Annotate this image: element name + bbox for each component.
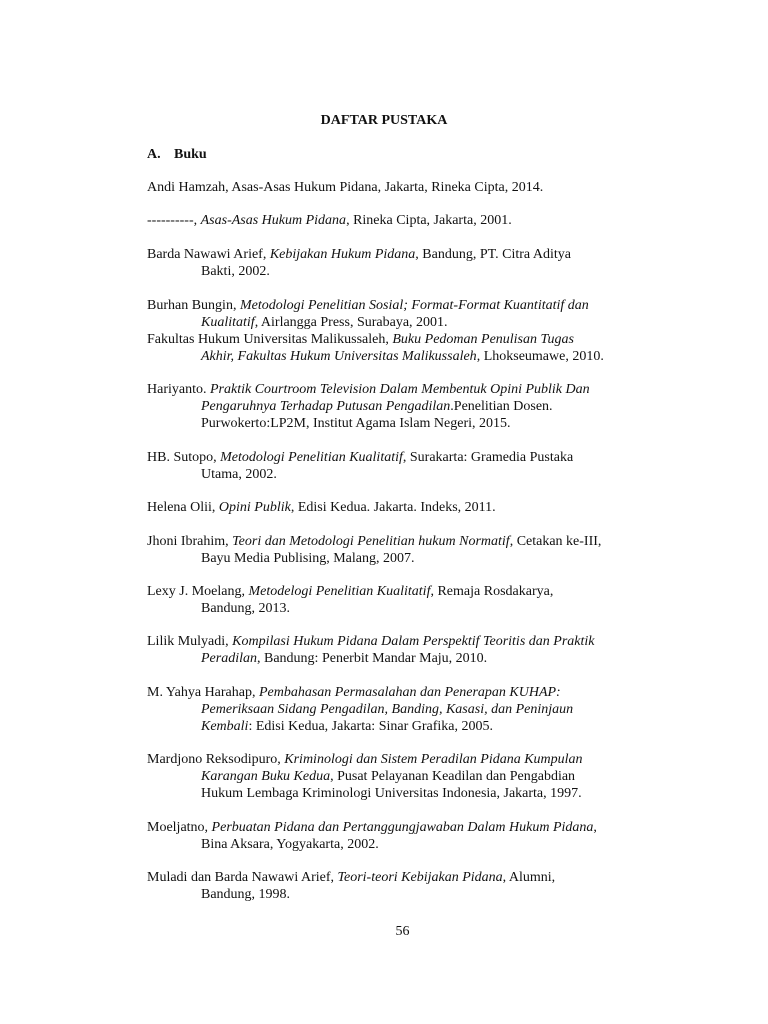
- entry-title: Metodologi Penelitian Kualitatif: [220, 450, 403, 465]
- entry-text: , Pusat Pelayanan Keadilan dan Pengabdian: [330, 769, 576, 784]
- entry-text: , Bandung, PT. Citra Aditya: [415, 247, 571, 262]
- entry-text: Purwokerto:LP2M, Institut Agama Islam Negeri, 2015.: [201, 416, 511, 431]
- section-number: A.: [147, 147, 161, 162]
- entry-title: Teori-teori Kebijakan Pidana: [337, 870, 503, 885]
- entry-title: Kembali: [201, 719, 249, 734]
- entry-text: ----------,: [147, 213, 201, 228]
- entry-text: Hukum Lembaga Kriminologi Universitas Indonesia, Jakarta, 1997.: [201, 786, 582, 801]
- entry-text: Utama, 2002.: [201, 467, 277, 482]
- entry-continuation: [147, 768, 658, 785]
- bibliography-entry: [147, 449, 658, 483]
- section-label: Buku: [174, 147, 207, 162]
- entry-text: , Airlangga Press, Surabaya, 2001.: [254, 315, 448, 330]
- entry-text: Bandung, 1998.: [201, 887, 291, 902]
- bibliography-entry: [147, 381, 658, 432]
- entry-title: Pengaruhnya Terhadap Putusan Pengadilan: [201, 399, 451, 414]
- entry-text: Muladi dan Barda Nawawi Arief,: [147, 870, 338, 885]
- page-title: DAFTAR PUSTAKA: [320, 113, 448, 128]
- entry-text: , Rineka Cipta, Jakarta, 2001.: [346, 213, 512, 228]
- entry-text: , Alumni,: [502, 870, 556, 885]
- entry-text: Mardjono Reksodipuro,: [147, 752, 285, 767]
- entry-text: , Cetakan ke-III,: [509, 534, 602, 549]
- entry-text: Burhan Bungin,: [147, 298, 240, 313]
- entry-continuation: [147, 348, 658, 365]
- entry-text: , Edisi Kedua. Jakarta. Indeks, 2011.: [290, 500, 496, 515]
- entry-continuation: [147, 701, 658, 718]
- entry-text: : Edisi Kedua, Jakarta: Sinar Grafika, 2005.: [248, 719, 493, 734]
- entry-title: Kebijakan Hukum Pidana: [269, 247, 416, 262]
- bibliography-entry: [147, 533, 658, 567]
- entry-text: ,: [593, 820, 597, 835]
- bibliography-entry: [147, 633, 658, 667]
- bibliography-entry: [147, 684, 658, 735]
- entry-title: Kriminologi dan Sistem Peradilan Pidana Kumpulan: [284, 752, 583, 767]
- entry-title: Buku Pedoman Penulisan Tugas: [392, 332, 574, 347]
- bibliography-entry: [147, 179, 658, 196]
- entry-title: Praktik Courtroom Television Dalam Membentuk Opini Publik Dan: [209, 382, 590, 397]
- entry-text: Barda Nawawi Arief,: [147, 247, 270, 262]
- entry-text: Bandung, 2013.: [201, 601, 291, 616]
- entry-title: Kualitatif: [201, 315, 255, 330]
- entry-title: Akhir, Fakultas Hukum Universitas Malikussaleh: [201, 349, 477, 364]
- entry-continuation: [147, 718, 658, 735]
- entry-text: Lexy J. Moelang,: [147, 584, 249, 599]
- entry-text: , Surakarta: Gramedia Pustaka: [402, 450, 574, 465]
- entry-title: Perbuatan Pidana dan Pertanggungjawaban Dalam Hukum Pidana: [211, 820, 594, 835]
- section-heading: [147, 147, 207, 163]
- bibliography-entry: [147, 583, 658, 617]
- entry-text: , Lhokseumawe, 2010.: [476, 349, 604, 364]
- bibliography-entry: [147, 869, 658, 903]
- entry-text: , Bandung: Penerbit Mandar Maju, 2010.: [257, 651, 488, 666]
- bibliography-entry: [147, 212, 658, 229]
- entry-text: M. Yahya Harahap,: [147, 685, 259, 700]
- entry-text: Bayu Media Publising, Malang, 2007.: [201, 551, 415, 566]
- entry-title: Metodologi Penelitian Sosial; Format-Format Kuantitatif dan: [239, 298, 589, 313]
- bibliography-entry: [147, 499, 658, 516]
- entry-title: Metodelogi Penelitian Kualitatif: [248, 584, 431, 599]
- entry-title: Teori dan Metodologi Penelitian hukum Normatif: [232, 534, 510, 549]
- bibliography-entry: [147, 751, 658, 802]
- entry-text: Jhoni Ibrahim,: [147, 534, 233, 549]
- entry-title: Kompilasi Hukum Pidana Dalam Perspektif Teoritis dan Praktik: [232, 634, 595, 649]
- entry-text: Bakti, 2002.: [201, 264, 270, 279]
- entry-continuation: [147, 314, 658, 331]
- bibliography-entry: [147, 819, 658, 853]
- entry-title: Karangan Buku Kedua: [201, 769, 331, 784]
- entry-text: Helena Olii,: [147, 500, 219, 515]
- entry-text: Moeljatno,: [147, 820, 212, 835]
- entry-text: Fakultas Hukum Universitas Malikussaleh,: [147, 332, 393, 347]
- entry-text: HB. Sutopo,: [147, 450, 221, 465]
- bibliography-entry: [147, 297, 658, 331]
- entry-continuation: [147, 398, 658, 415]
- page-number: 56: [395, 924, 410, 939]
- entry-text: Andi Hamzah, Asas-Asas Hukum Pidana, Jakarta, Rineka Cipta, 2014.: [147, 180, 544, 195]
- entry-title: Pemeriksaan Sidang Pengadilan, Banding, Kasasi, dan Peninjaun: [201, 702, 574, 717]
- entry-text: Lilik Mulyadi,: [147, 634, 233, 649]
- entry-title: Opini Publik: [218, 500, 291, 515]
- bibliography-entry: [147, 246, 658, 280]
- entry-title: Peradilan: [201, 651, 257, 666]
- entry-text: Hariyanto.: [147, 382, 210, 397]
- bibliography-entry: [147, 331, 658, 365]
- entry-text: , Remaja Rosdakarya,: [430, 584, 554, 599]
- entry-title: Pembahasan Permasalahan dan Penerapan KUHAP:: [258, 685, 561, 700]
- entry-continuation: [147, 650, 658, 667]
- entry-title: Asas-Asas Hukum Pidana: [200, 213, 347, 228]
- entry-text: Bina Aksara, Yogyakarta, 2002.: [201, 837, 379, 852]
- entry-text: .Penelitian Dosen.: [450, 399, 553, 414]
